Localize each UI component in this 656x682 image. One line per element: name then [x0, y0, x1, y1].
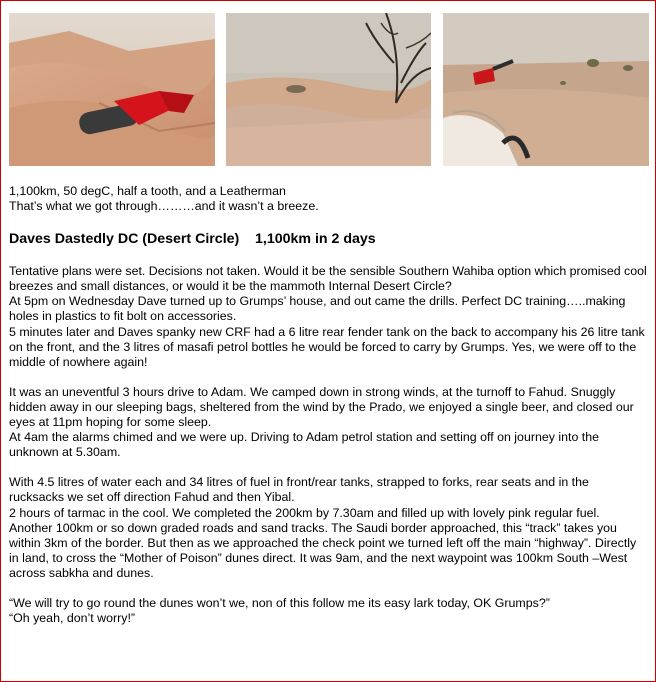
- quote: “We will try to go round the dunes won’t we, non of this follow me its easy lark today, OK Grumps?”: [9, 595, 550, 610]
- desert-dunes-icon: [9, 13, 215, 166]
- paragraph: Another 100km or so down graded roads and sand tracks. The Saudi border approached, this “track” takes you within 3km of the border. But then as we approached the check point we turned left off the main “highway”. Directly in land, to cross the “Mother of Poison” dunes direct. It was 9am, and the next waypoint was 100km South –West across sabkha and dunes.: [9, 520, 637, 580]
- paragraph: At 4am the alarms chimed and we were up. Driving to Adam petrol station and setting off on journey into the unknown at 5.30am.: [9, 430, 600, 460]
- paragraph: With 4.5 litres of water each and 34 litres of fuel in front/rear tanks, strapped to forks, rear seats and in the rucksacks we set off direction Fahud and then Yibal.: [9, 475, 589, 505]
- photo-strip: [9, 13, 649, 168]
- photo-dunes-handlebar: [9, 13, 215, 166]
- desert-shrub-icon: [226, 13, 431, 166]
- paragraph: At 5pm on Wednesday Dave turned up to Grumps’ house, and out came the drills. Perfect DC training…..making holes in plastics to fit bolt on accessories.: [9, 294, 626, 324]
- photo-trail-fender: [443, 13, 649, 166]
- photo-sabkha-shrub: [226, 13, 431, 166]
- article-body: [9, 184, 647, 626]
- motorbike-fender-icon: [443, 13, 649, 166]
- intro-line: That’s what we got through………and it wasn’t a breeze.: [9, 199, 319, 214]
- paragraph: Tentative plans were set. Decisions not taken. Would it be the sensible Southern Wahiba option which promised cool breezes and small distances, or would it be the mammoth Internal Desert Circle?: [9, 264, 647, 294]
- paragraph: It was an uneventful 3 hours drive to Adam. We camped down in strong winds, at the turnoff to Fahud. Snuggly hidden away in our sleeping bags, sheltered from the wind by the Prado, we enjoyed a single beer, and closed our eyes at 11pm hoping for some sleep.: [9, 384, 634, 430]
- quote: “Oh yeah, don’t worry!”: [9, 611, 136, 626]
- paragraph: 5 minutes later and Daves spanky new CRF had a 6 litre rear fender tank on the back to accompany his 26 litre tank on the front, and the 3 litres of masafi petrol bottles he would be forced to carry by Grumps. Yes, we were off to the middle of nowhere again!: [9, 324, 645, 369]
- intro-line: 1,100km, 50 degC, half a tooth, and a Leatherman: [9, 184, 286, 198]
- article-headline: Daves Dastedly DC (Desert Circle) 1,100km in 2 days: [9, 231, 376, 248]
- paragraph: 2 hours of tarmac in the cool. We completed the 200km by 7.30am and filled up with lovely pink regular fuel.: [9, 505, 600, 520]
